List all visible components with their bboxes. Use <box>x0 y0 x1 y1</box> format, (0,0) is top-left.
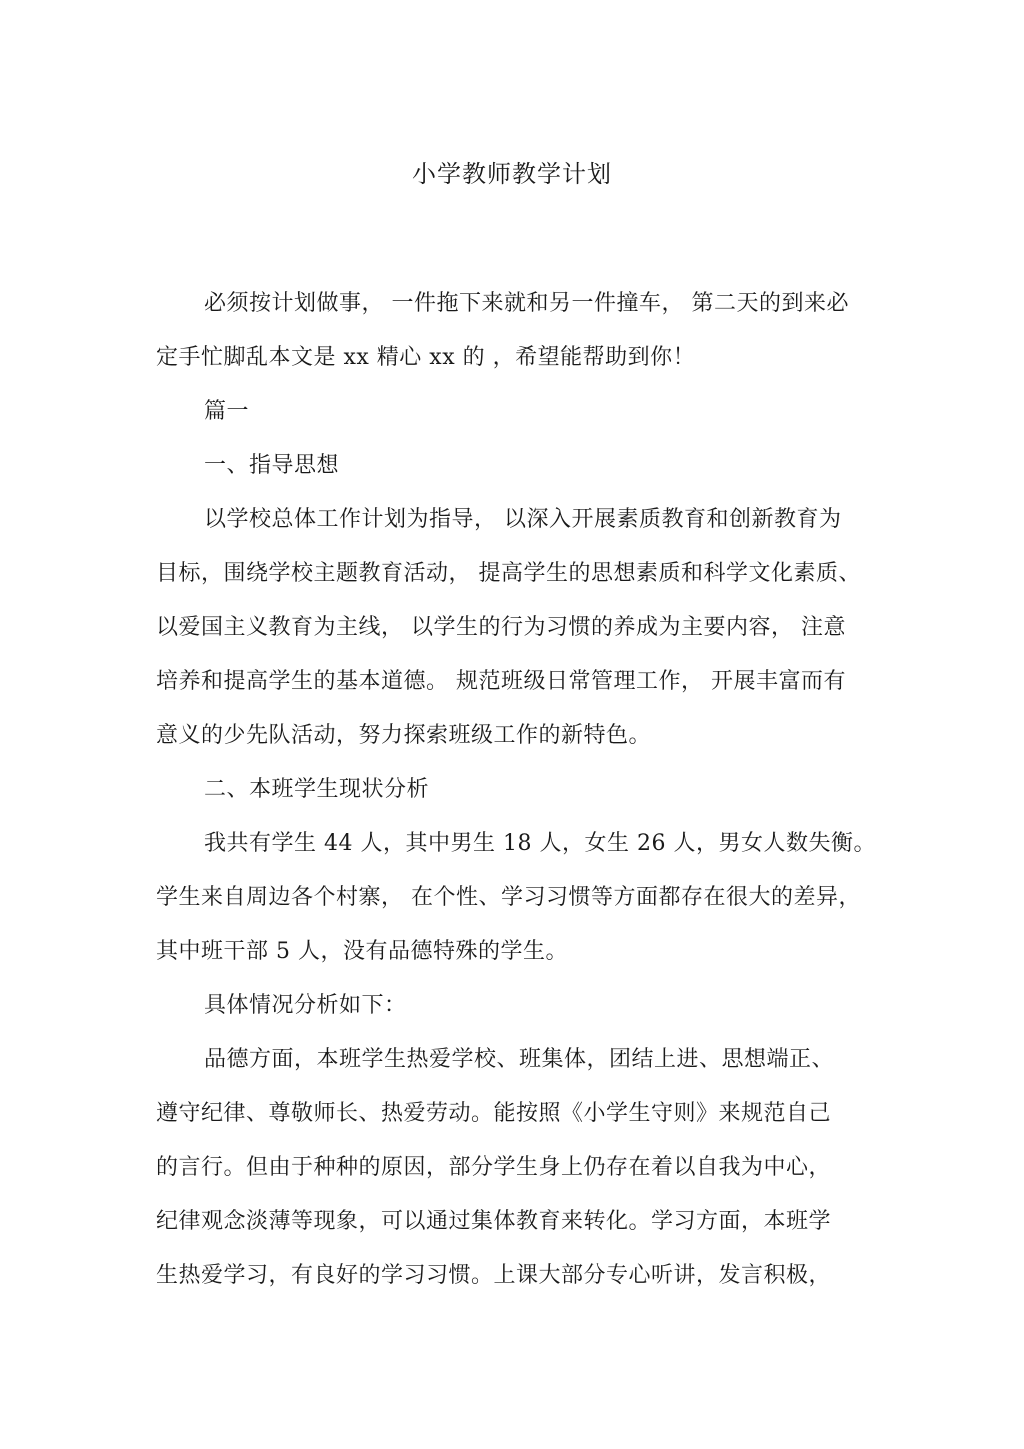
paragraph-line: 遵守纪律、尊敬师长、热爱劳动。能按照《小学生守则》来规范自己 <box>156 1101 832 1126</box>
paragraph-line: 目标，围绕学校主题教育活动， 提高学生的思想素质和科学文化素质、 <box>156 561 861 586</box>
paragraph-line: 意义的少先队活动，努力探索班级工作的新特色。 <box>156 723 652 748</box>
paragraph-line: 具体情况分析如下： <box>204 993 407 1018</box>
paragraph-line: 以爱国主义教育为主线， 以学生的行为习惯的养成为主要内容， 注意 <box>156 615 846 640</box>
heading-class-analysis: 二、本班学生现状分析 <box>204 777 430 802</box>
paragraph-line: 的言行。但由于种种的原因，部分学生身上仍存在着以自我为中心， <box>156 1155 832 1180</box>
paragraph-line: 品德方面，本班学生热爱学校、班集体，团结上进、思想端正、 <box>204 1047 835 1072</box>
paragraph-line: 纪律观念淡薄等现象，可以通过集体教育来转化。学习方面，本班学 <box>156 1209 832 1234</box>
paragraph-line: 培养和提高学生的基本道德。 规范班级日常管理工作， 开展丰富而有 <box>156 669 846 694</box>
section-chapter-one: 篇一 <box>204 399 250 424</box>
document-title: 小学教师教学计划 <box>412 160 612 188</box>
paragraph-line: 其中班干部 5 人，没有品德特殊的学生。 <box>156 939 568 964</box>
heading-guiding-ideology: 一、指导思想 <box>204 453 340 478</box>
intro-line-1: 必须按计划做事， 一件拖下来就和另一件撞车， 第二天的到来必 <box>204 291 849 316</box>
paragraph-line: 以学校总体工作计划为指导， 以深入开展素质教育和创新教育为 <box>204 507 842 532</box>
intro-line-2: 定手忙脚乱本文是 xx 精心 xx 的 ，希望能帮助到你！ <box>156 345 696 370</box>
paragraph-line: 学生来自周边各个村寨， 在个性、学习习惯等方面都存在很大的差异， <box>156 885 861 910</box>
paragraph-line: 生热爱学习，有良好的学习习惯。上课大部分专心听讲，发言积极， <box>156 1263 832 1288</box>
paragraph-line: 我共有学生 44 人，其中男生 18 人，女生 26 人，男女人数失衡。 <box>204 831 876 856</box>
